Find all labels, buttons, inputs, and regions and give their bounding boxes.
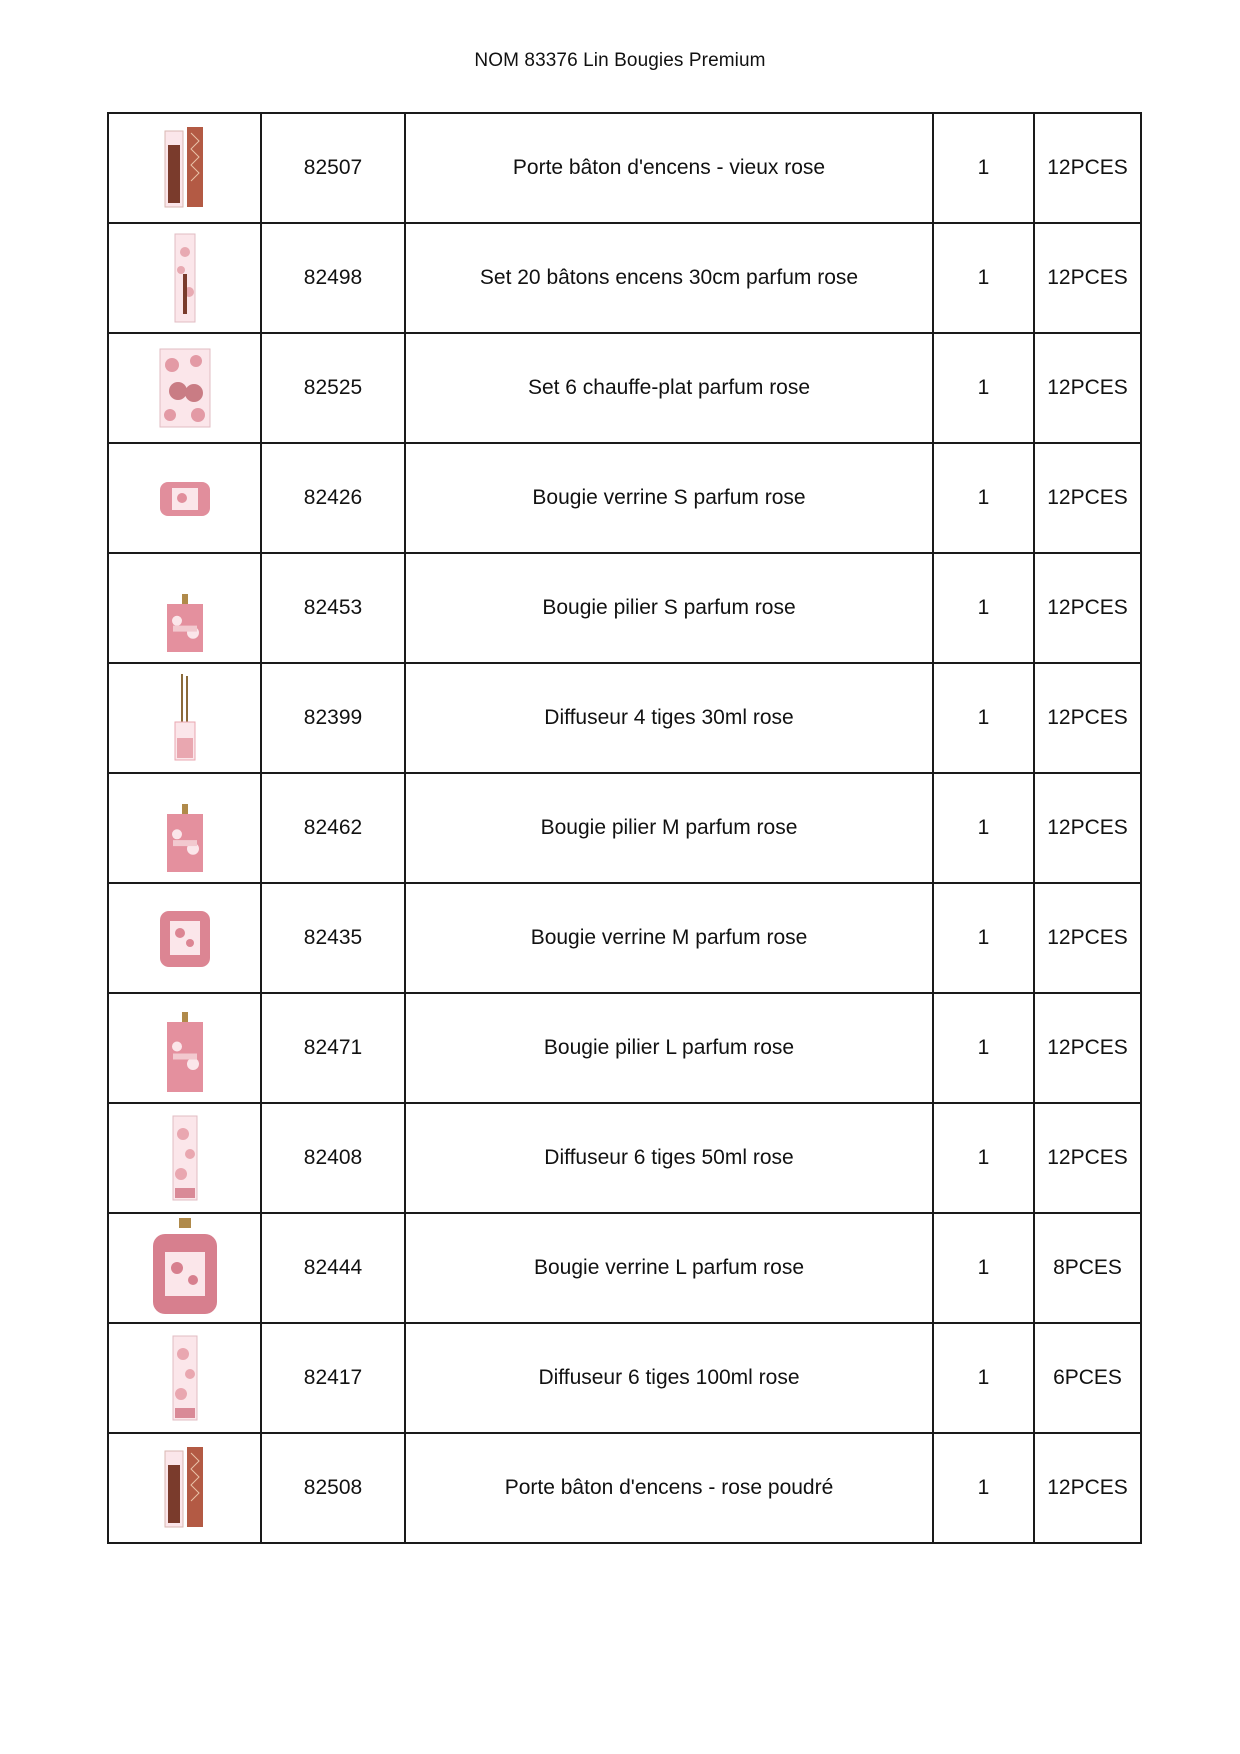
product-reference: 82408 bbox=[261, 1103, 405, 1213]
product-reference: 82453 bbox=[261, 553, 405, 663]
product-reference: 82435 bbox=[261, 883, 405, 993]
product-quantity: 1 bbox=[933, 993, 1034, 1103]
product-image-cell bbox=[108, 1213, 261, 1323]
product-pack-size: 12PCES bbox=[1034, 883, 1141, 993]
table-row bbox=[108, 1433, 1141, 1543]
product-table-body bbox=[108, 113, 1141, 1543]
product-description: Bougie pilier M parfum rose bbox=[405, 773, 933, 883]
product-image-cell bbox=[108, 1323, 261, 1433]
product-description: Bougie verrine M parfum rose bbox=[405, 883, 933, 993]
product-description: Porte bâton d'encens - vieux rose bbox=[405, 113, 933, 223]
product-table bbox=[107, 112, 1142, 1544]
jar-candle-medium-icon bbox=[109, 903, 260, 973]
product-quantity: 1 bbox=[933, 333, 1034, 443]
product-image-cell bbox=[108, 773, 261, 883]
product-pack-size: 12PCES bbox=[1034, 553, 1141, 663]
table-row bbox=[108, 333, 1141, 443]
product-description: Diffuseur 4 tiges 30ml rose bbox=[405, 663, 933, 773]
product-pack-size: 12PCES bbox=[1034, 663, 1141, 773]
table-row bbox=[108, 1213, 1141, 1323]
product-pack-size: 12PCES bbox=[1034, 223, 1141, 333]
product-description: Porte bâton d'encens - rose poudré bbox=[405, 1433, 933, 1543]
product-quantity: 1 bbox=[933, 443, 1034, 553]
table-row bbox=[108, 773, 1141, 883]
pillar-candle-medium-icon bbox=[109, 780, 260, 876]
product-reference: 82508 bbox=[261, 1433, 405, 1543]
product-quantity: 1 bbox=[933, 773, 1034, 883]
product-image-cell bbox=[108, 993, 261, 1103]
incense-holder-icon bbox=[109, 123, 260, 213]
product-quantity: 1 bbox=[933, 553, 1034, 663]
table-row bbox=[108, 1103, 1141, 1213]
product-reference: 82462 bbox=[261, 773, 405, 883]
page-title: NOM 83376 Lin Bougies Premium bbox=[474, 50, 766, 71]
product-pack-size: 12PCES bbox=[1034, 1433, 1141, 1543]
table-row bbox=[108, 223, 1141, 333]
jar-candle-large-icon bbox=[109, 1216, 260, 1320]
product-reference: 82426 bbox=[261, 443, 405, 553]
table-row bbox=[108, 993, 1141, 1103]
tealight-set-icon bbox=[109, 343, 260, 433]
incense-holder-icon bbox=[109, 1443, 260, 1533]
product-image-cell bbox=[108, 883, 261, 993]
product-pack-size: 12PCES bbox=[1034, 1103, 1141, 1213]
product-quantity: 1 bbox=[933, 1213, 1034, 1323]
product-quantity: 1 bbox=[933, 1323, 1034, 1433]
product-reference: 82399 bbox=[261, 663, 405, 773]
product-pack-size: 6PCES bbox=[1034, 1323, 1141, 1433]
product-pack-size: 12PCES bbox=[1034, 443, 1141, 553]
table-row bbox=[108, 663, 1141, 773]
table-row bbox=[108, 113, 1141, 223]
product-pack-size: 12PCES bbox=[1034, 333, 1141, 443]
product-image-cell bbox=[108, 113, 261, 223]
table-row bbox=[108, 883, 1141, 993]
product-quantity: 1 bbox=[933, 113, 1034, 223]
product-image-cell bbox=[108, 1103, 261, 1213]
jar-candle-small-icon bbox=[109, 470, 260, 526]
product-quantity: 1 bbox=[933, 1433, 1034, 1543]
product-image-cell bbox=[108, 553, 261, 663]
product-image-cell bbox=[108, 663, 261, 773]
diffuser-small-icon bbox=[109, 670, 260, 766]
product-reference: 82471 bbox=[261, 993, 405, 1103]
product-pack-size: 12PCES bbox=[1034, 993, 1141, 1103]
product-description: Diffuseur 6 tiges 100ml rose bbox=[405, 1323, 933, 1433]
product-reference: 82498 bbox=[261, 223, 405, 333]
product-quantity: 1 bbox=[933, 663, 1034, 773]
product-pack-size: 12PCES bbox=[1034, 773, 1141, 883]
diffuser-large-icon bbox=[109, 1330, 260, 1426]
table-row bbox=[108, 443, 1141, 553]
product-reference: 82507 bbox=[261, 113, 405, 223]
product-reference: 82444 bbox=[261, 1213, 405, 1323]
table-row bbox=[108, 553, 1141, 663]
product-reference: 82525 bbox=[261, 333, 405, 443]
table-row bbox=[108, 1323, 1141, 1433]
product-pack-size: 8PCES bbox=[1034, 1213, 1141, 1323]
product-description: Set 6 chauffe-plat parfum rose bbox=[405, 333, 933, 443]
pillar-candle-large-icon bbox=[109, 1000, 260, 1096]
diffuser-medium-icon bbox=[109, 1110, 260, 1206]
incense-sticks-icon bbox=[109, 230, 260, 326]
product-image-cell bbox=[108, 1433, 261, 1543]
product-description: Bougie pilier S parfum rose bbox=[405, 553, 933, 663]
product-quantity: 1 bbox=[933, 223, 1034, 333]
product-description: Bougie verrine S parfum rose bbox=[405, 443, 933, 553]
product-quantity: 1 bbox=[933, 883, 1034, 993]
product-description: Diffuseur 6 tiges 50ml rose bbox=[405, 1103, 933, 1213]
product-description: Bougie verrine L parfum rose bbox=[405, 1213, 933, 1323]
product-pack-size: 12PCES bbox=[1034, 113, 1141, 223]
product-image-cell bbox=[108, 223, 261, 333]
product-reference: 82417 bbox=[261, 1323, 405, 1433]
product-description: Bougie pilier L parfum rose bbox=[405, 993, 933, 1103]
pillar-candle-small-icon bbox=[109, 560, 260, 656]
product-quantity: 1 bbox=[933, 1103, 1034, 1213]
product-image-cell bbox=[108, 333, 261, 443]
product-image-cell bbox=[108, 443, 261, 553]
product-description: Set 20 bâtons encens 30cm parfum rose bbox=[405, 223, 933, 333]
